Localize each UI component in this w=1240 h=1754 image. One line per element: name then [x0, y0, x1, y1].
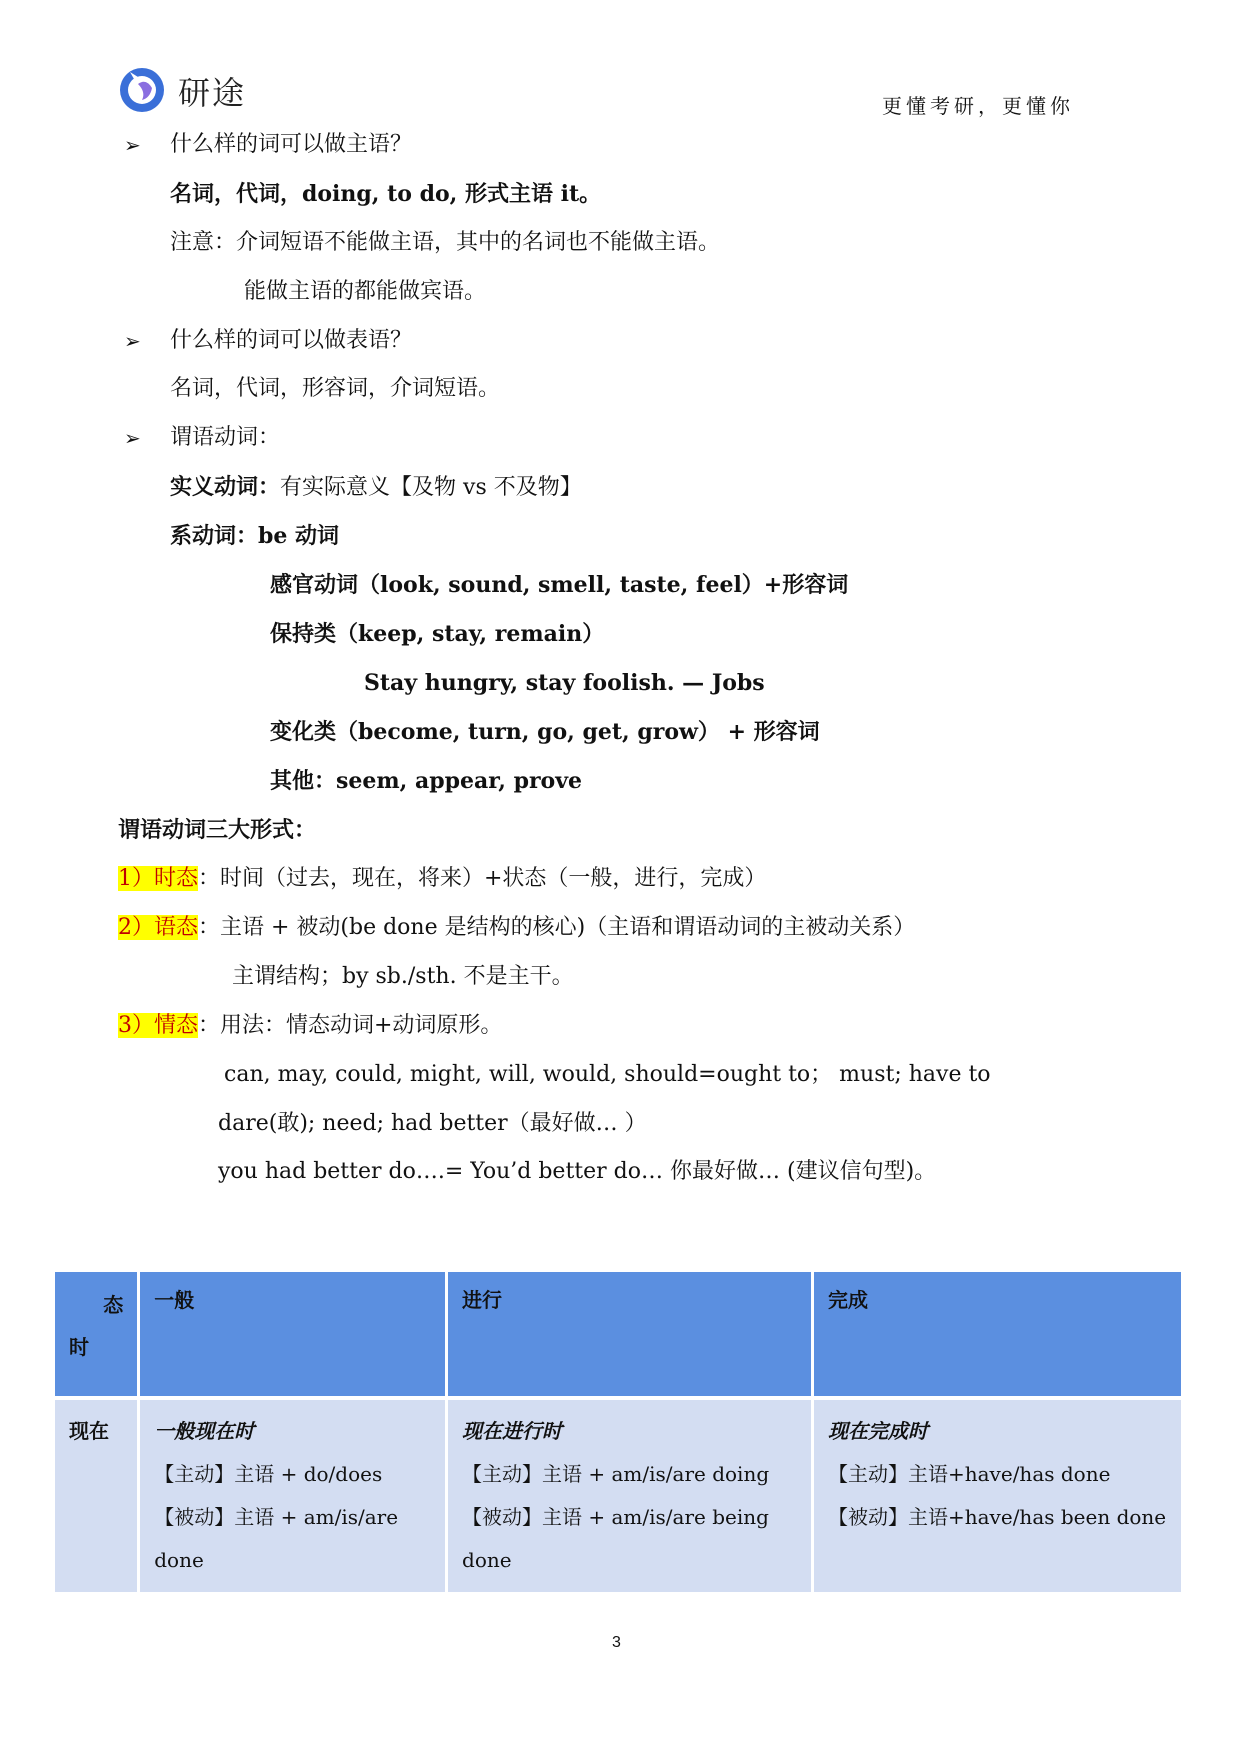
answer-subject: 名词，代词，doing, to do, 形式主语 it。: [170, 181, 602, 207]
voice-label: 2）语态: [118, 915, 198, 940]
other-verbs-label: 其他：: [270, 768, 337, 794]
logo: [116, 64, 172, 114]
cell-title: 一般现在时: [154, 1419, 255, 1443]
slogan: 更懂考研，更懂你: [882, 94, 1074, 118]
cell-active: 【主动】主语 + am/is/are doing: [462, 1462, 770, 1486]
sense-verbs: 感官动词（look, sound, smell, taste, feel）+形容词: [270, 572, 849, 598]
note-object: 能做主语的都能做宾语。: [244, 279, 487, 304]
arrow-bullet-icon: ➢: [124, 426, 141, 450]
form-mood: [118, 1011, 502, 1041]
three-forms-title: 谓语动词三大形式：: [118, 817, 317, 843]
cell-active: 【主动】主语+have/has done: [828, 1462, 1111, 1486]
tense-text: ：时间（过去，现在，将来）+状态（一般，进行，完成）: [198, 866, 767, 891]
mood-label: 3）情态: [118, 1013, 198, 1038]
cell-title: 现在进行时: [462, 1419, 563, 1443]
cell-present-simple: [140, 1400, 445, 1592]
notional-verb-text: 有实际意义【及物 vs 不及物】: [280, 475, 582, 500]
keep-verbs: 保持类（keep, stay, remain）: [270, 621, 605, 647]
cell-passive: 【被动】主语 + am/is/are done: [154, 1505, 399, 1572]
note-subject: 注意：介词短语不能做主语，其中的名词也不能做主语。: [170, 230, 721, 255]
voice-subnote: 主谓结构；by sb./sth. 不是主干。: [232, 964, 574, 989]
modal-list-2: dare(敢); need; had better（最好做… ）: [218, 1111, 647, 1136]
arrow-bullet-icon: ➢: [124, 329, 141, 353]
link-verb-line: [170, 521, 339, 551]
brand-name: 研途: [178, 74, 247, 112]
other-verbs-line: [270, 766, 582, 796]
other-verbs-text: seem, appear, prove: [336, 768, 583, 794]
modal-list-1: can, may, could, might, will, would, should=ought to； must; have to: [224, 1062, 991, 1087]
question-subject: 什么样的词可以做主语？: [170, 132, 413, 157]
voice-text: ：主语 + 被动(be done 是结构的核心)（主语和谓语动词的主被动关系）: [198, 915, 916, 940]
form-voice: [118, 913, 915, 943]
link-verb-label: 系动词：: [170, 523, 259, 549]
header-perfect: 完成: [814, 1272, 1181, 1400]
question-predicative: 什么样的词可以做表语？: [170, 328, 413, 353]
cell-active: 【主动】主语 + do/does: [154, 1462, 383, 1486]
link-verb-text: be 动词: [258, 523, 340, 549]
cell-passive: 【被动】主语 + am/is/are being done: [462, 1505, 769, 1572]
table-header-row: [55, 1272, 1181, 1400]
notional-verb-line: [170, 472, 582, 503]
page-number: 3: [612, 1634, 621, 1651]
cell-present-progressive: [448, 1400, 811, 1592]
unicorn-logo-icon: [116, 64, 168, 114]
cell-title: 现在完成时: [828, 1419, 928, 1443]
header-general: 一般: [140, 1272, 445, 1400]
notional-verb-label: 实义动词：: [170, 474, 281, 500]
corner-cell: [55, 1272, 137, 1400]
jobs-quote: Stay hungry, stay foolish. — Jobs: [364, 670, 765, 696]
table-row: [55, 1400, 1181, 1592]
row-label-present: 现在: [55, 1400, 137, 1592]
corner-bottom: 时: [69, 1335, 89, 1359]
predicate-verb-heading: 谓语动词：: [170, 425, 281, 450]
tense-table: [52, 1272, 1184, 1592]
form-tense: [118, 864, 766, 894]
cell-present-perfect: [814, 1400, 1181, 1592]
cell-passive: 【被动】主语+have/has been done: [828, 1505, 1167, 1529]
change-verbs: 变化类（become, turn, go, get, grow） + 形容词: [270, 719, 820, 745]
tense-label: 1）时态: [118, 866, 198, 891]
header-progressive: 进行: [448, 1272, 811, 1400]
modal-list-3: you had better do….= You’d better do… 你最好做… (建议信句型)。: [218, 1159, 937, 1184]
corner-top: 态: [103, 1293, 124, 1317]
answer-predicative: 名词，代词，形容词，介词短语。: [170, 376, 501, 401]
mood-text: ：用法：情态动词+动词原形。: [198, 1013, 503, 1038]
arrow-bullet-icon: ➢: [124, 133, 141, 157]
